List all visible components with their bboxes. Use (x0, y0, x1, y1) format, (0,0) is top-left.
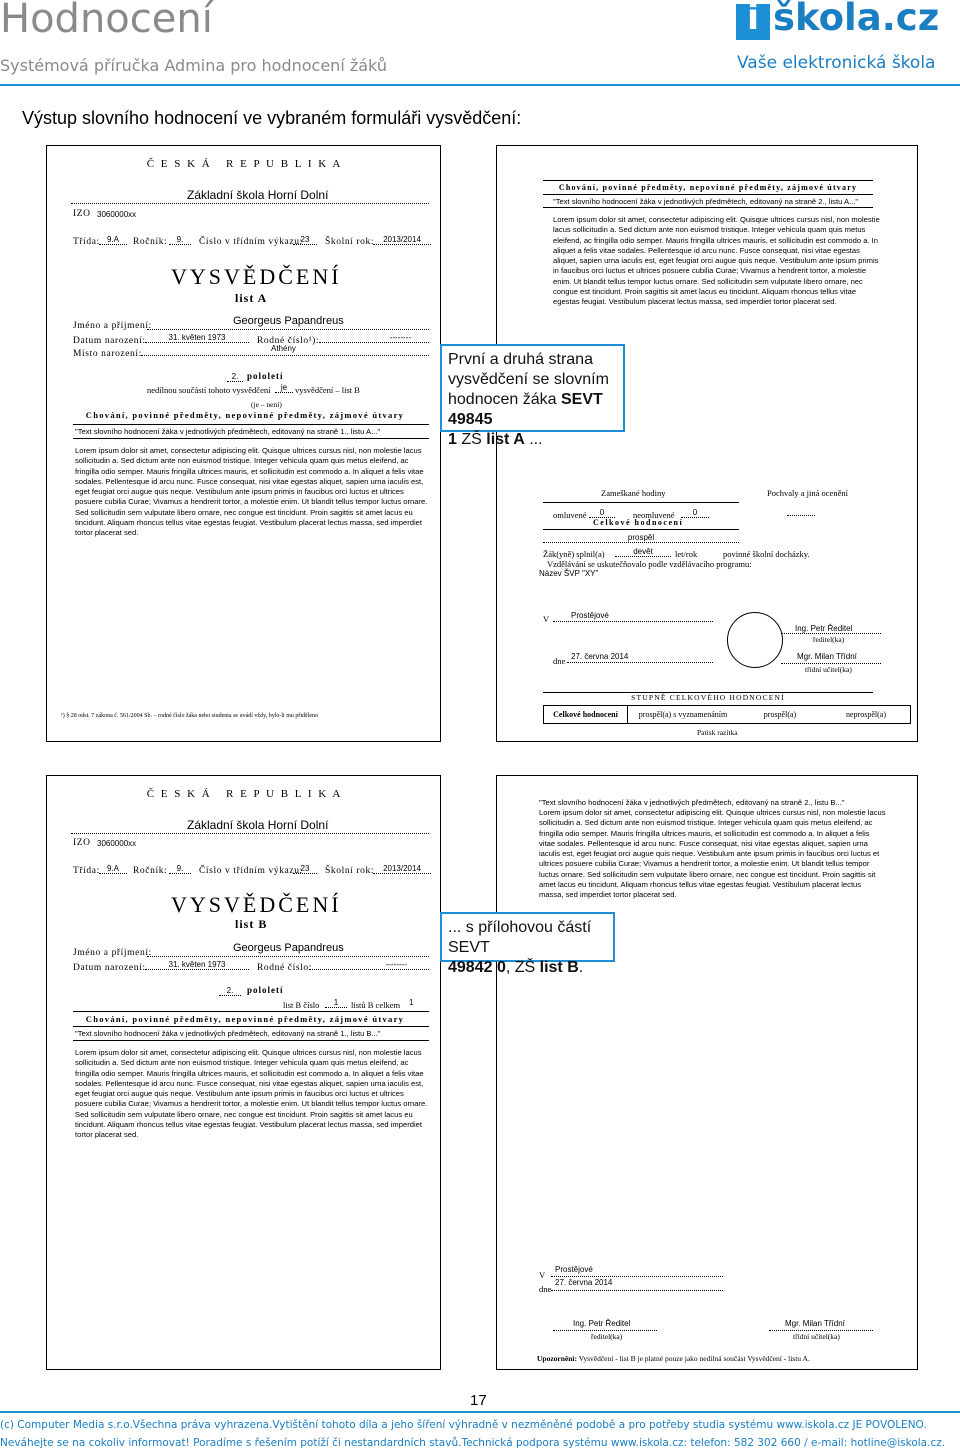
class-value-b: 9.A (99, 864, 127, 874)
name-value-b: Georgeus Papandreus (233, 942, 344, 954)
rc-value-b: -------- (309, 960, 429, 970)
absence-heading: Zameškané hodiny (601, 488, 666, 498)
section-title: Výstup slovního hodnocení ve vybraném formuláři vysvědčení: (22, 108, 522, 128)
school-name: Základní škola Horní Dolní (187, 188, 329, 202)
footer-copyright: (c) Computer Media s.r.o.Všechna práva vyhrazena.Vytištění tohoto díla a jeho šíření výhradně v nezměněné podobě a pro potřeby studia systému www.iskola.cz JE POVOLENO. (0, 1419, 927, 1431)
text-b-page2: "Text slovního hodnocení žáka v jednotlivých předmětech, editovaný na straně 2., listu B..." (539, 798, 845, 807)
logo-text: škola.cz (773, 0, 940, 39)
subjects-mid-rule (543, 194, 873, 195)
fulfilled-value: devět (615, 547, 671, 557)
city-label: V (543, 614, 550, 624)
rc-label-b: Rodné číslo: (257, 963, 312, 973)
excused-label: omluvené (553, 510, 587, 520)
callout-1-line4 (448, 430, 617, 450)
je-neni: (je – není) (251, 400, 282, 409)
teacher-role-b: třídní učitel(ka) (793, 1332, 840, 1341)
date-value-b: 27. června 2014 (555, 1278, 613, 1287)
subjects-heading-b: Chování, povinné předměty, nepovinné předměty, zájmové útvary (558, 183, 858, 192)
grade-label: Ročník: (133, 237, 168, 247)
callout-2-line2 (448, 958, 607, 978)
warning (537, 1354, 810, 1363)
callout-first-second-page (440, 344, 625, 448)
lorem-sheet-a-back: Lorem ipsum dolor sit amet, consectetur adipiscing elit. Quisque ultrices cursus nisl, non molestie lacus sollicitudin a. Sed dictum ante non euismod tristique. Integer vehicula quam quis metus eleifend, ac fringilla odio semper. Mauris fringilla ultrices mauris, et sollicitudin est commodo a. In aliquet a felis vitae sodales. Pellentesque id arcu nunc. Fusce consequat, nisi vitae egestas aliquet, sapien urna iaculis est, eget feugiat orci augue quis neque. Vestibulum ante ipsum primis in faucibus orci luctus et ultrices posuere cubilia Curae; Vivamus a hendrerit tortor, a molestie enim. Ut blandit tellus tempor luctus ornare. Sed sollicitudin sem vulputate libero ornare, nec congue est tincidunt. Proin sagittis sit amet lacus eu tincidunt. Aliquam rhoncus tellus vitae egestas feugiat. Vestibulum placerat lectus massa, sed imperdiet tortor placerat sed. (553, 215, 880, 307)
director-role-b: ředitel(ka) (591, 1332, 623, 1341)
subjects-top-rule (543, 180, 873, 181)
city-value-b: Prostějové (555, 1265, 593, 1274)
number-label-b: Číslo v třídním výkazu: (199, 866, 303, 876)
republic-heading-b: Č E S K Á R E P U B L I K A (146, 788, 343, 800)
praise-field (787, 508, 815, 516)
birth-label-b: Datum narození: (73, 963, 146, 973)
text-rule-b (73, 1040, 429, 1041)
grades-table (543, 705, 911, 724)
class-value: 9.A (99, 235, 127, 245)
grade-value: 9. (169, 235, 191, 245)
integral-value: je (275, 383, 293, 393)
excused-value: 0 (589, 508, 615, 518)
document-title: Hodnocení (0, 0, 213, 42)
grades-cell-label: Celkové hodnocení (544, 706, 628, 723)
logo-tagline: Vaše elektronická škola (737, 53, 936, 73)
subjects-top-rule-b (73, 1011, 429, 1012)
logo-i-letter: i (746, 0, 760, 38)
subjects-heading: Chování, povinné předměty, nepovinné předměty, zájmové útvary (85, 410, 405, 420)
teacher-name: Mgr. Milan Třídní (797, 652, 857, 661)
unexcused-label: neomluvené (633, 510, 675, 520)
rc-label: Rodné číslo¹): (257, 336, 320, 346)
text-b-page1: "Text slovního hodnocení žáka v jednotlivých předmětech, editovaný na straně 1., listu B..." (75, 1029, 381, 1038)
semester-value-b: 2. (219, 986, 241, 996)
warning-label: Upozornění: (537, 1354, 577, 1363)
izo-value-b: 3060000xx (97, 839, 137, 848)
integral-suffix: vysvědčení – list B (295, 385, 360, 395)
header-divider (0, 84, 960, 86)
grade-value-b: 9. (169, 864, 191, 874)
text-rule (73, 438, 429, 439)
director-name: Ing. Petr Ředitel (795, 624, 853, 633)
date-label-b: dne (539, 1284, 552, 1294)
grade-label-b: Ročník: (133, 866, 168, 876)
callout-attachment (440, 912, 615, 976)
fulfilled-suffix: let/rok (675, 549, 698, 559)
class-label: Třída: (73, 237, 100, 247)
director-role: ředitel(ka) (813, 635, 845, 644)
school-name-b: Základní škola Horní Dolní (187, 818, 329, 832)
report-word-b: VYSVĚDČENÍ (171, 892, 342, 917)
overall-value: prospěl (543, 533, 739, 543)
praise-heading: Pochvaly a jiná ocenění (767, 488, 848, 498)
stamp-circle (727, 612, 783, 668)
lorem-sheet-b-back: Lorem ipsum dolor sit amet, consectetur adipiscing elit. Quisque ultrices cursus nisl, non molestie lacus sollicitudin a. Sed dictum ante non euismod tristique. Integer vehicula quam quis metus eleifend, ac fringilla odio semper. Mauris fringilla ultrices mauris, et sollicitudin est commodo a. In aliquet a felis vitae sodales. Pellentesque id arcu nunc. Fusce consequat, nisi vitae egestas aliquet, sapien urna iaculis est, eget feugiat orci augue quis neque. Vestibulum ante ipsum primis in faucibus orci luctus et ultrices posuere cubilia Curae; Vivamus a hendrerit tortor, a molestie enim. Ut blandit tellus tempor luctus ornare. Sed sollicitudin sem vulputate libero ornare, nec congue est tincidunt. Proin sagittis sit amet lacus eu tincidunt. Aliquam rhoncus tellus vitae egestas feugiat. Vestibulum placerat lectus massa, sed imperdiet tortor placerat sed. (539, 808, 886, 900)
text-a-page2: "Text slovního hodnocení žáka v jednotlivých předmětech, editovaný na straně 2., listu A..." (553, 197, 859, 206)
document-subtitle: Systémová příručka Admina pro hodnocení žáků (0, 56, 387, 75)
callout-1-line3a: hodnocen žáka (448, 391, 561, 408)
callout-1-line3 (448, 390, 617, 430)
footer-divider (0, 1411, 960, 1413)
report-word: VYSVĚDČENÍ (171, 264, 342, 289)
director-name-b: Ing. Petr Ředitel (573, 1319, 631, 1328)
footnote: ¹) § 28 odst. 7 zákona č. 561/2004 Sb. – rodné číslo žáka nebo studenta se uvádí vždy, bylo-li mu přiděleno (61, 713, 319, 719)
callout-1-line4d: ... (524, 431, 543, 448)
footer-support: Neváhejte se na cokoliv informovat! Poradíme s řešením potíží či nestandardních stavů.Technická podpora systému www.iskola.cz: telefon: 582 302 660 / e-mail: hotline@iskola.cz. (0, 1437, 946, 1449)
callout-1-line4a: 1 (448, 431, 457, 448)
callout-1-line2: vysvědčení se slovním (448, 371, 609, 388)
semester-value: 2. (227, 372, 243, 382)
lorem-sheet-a: Lorem ipsum dolor sit amet, consectetur adipiscing elit. Quisque ultrices cursus nisl, non molestie lacus sollicitudin a. Sed dictum ante non euismod tristique. Integer vehicula quam quis metus eleifend, ac fringilla odio semper. Mauris fringilla ultrices mauris, et sollicitudin est commodo a. In aliquet a felis vitae sodales. Pellentesque id arcu nunc. Fusce consequat, nisi vitae egestas aliquet, sapien urna iaculis est, eget feugiat orci augue quis neque. Vestibulum ante ipsum primis in faucibus orci luctus et ultrices posuere cubilia Curae; Vivamus a hendrerit tortor, a molestie enim. Ut blandit tellus tempor luctus ornare. Sed sollicitudin sem vulputate libero ornare, nec congue est tincidunt. Proin sagittis sit amet lacus eu tincidunt. Aliquam rhoncus tellus vitae egestas feugiat. Vestibulum placerat lectus massa, sed imperdiet tortor placerat sed. (75, 446, 428, 538)
list-b-number-value: 1 (325, 998, 347, 1008)
absence-rule (543, 502, 739, 503)
city-value: Prostějové (571, 611, 609, 620)
izo-label: IZO (73, 209, 91, 219)
number-value: 23 (293, 235, 317, 245)
integral-prefix: nedílnou součástí tohoto vysvědčení (147, 385, 271, 395)
number-value-b: 23 (293, 864, 317, 874)
callout-1-line4b: ZŠ (456, 431, 487, 448)
birth-label: Datum narození: (73, 336, 146, 346)
teacher-role: třídní učitel(ka) (805, 665, 852, 674)
program-line: Vzdělávání se uskutečňovalo podle vzdělávacího programu: (547, 559, 752, 569)
callout-1-form-code: SEVT 49845 (448, 391, 603, 428)
number-label: Číslo v třídním výkazu: (199, 237, 303, 247)
name-label-b: Jméno a příjmení: (73, 948, 152, 958)
subjects-rule (73, 424, 429, 425)
date-label: dne (553, 656, 566, 666)
semester-label-b: pololetí (247, 985, 284, 995)
year-value-b: 2013/2014 (373, 864, 431, 874)
year-label-b: Školní rok: (325, 866, 375, 876)
izo-value: 3060000xx (97, 210, 137, 219)
rc-value: -------- (319, 333, 429, 343)
fulfilled-prefix: Žák(yně) splnil(a) (543, 549, 605, 559)
callout-1-line1: První a druhá strana (448, 351, 593, 368)
grades-cell-honors: prospěl(a) s vyznamenáním (638, 710, 728, 719)
grades-cell-failed: neprospěl(a) (846, 710, 886, 719)
overall-rule (543, 529, 739, 530)
place-label: Místo narození: (73, 349, 142, 359)
text-a-page1: "Text slovního hodnocení žáka v jednotlivých předmětech, editovaný na straně 1., listu A..." (75, 427, 381, 436)
date-value: 27. června 2014 (571, 652, 629, 661)
stamp-label: Patisk razítka (697, 728, 738, 737)
grades-heading: STUPNĚ CELKOVÉHO HODNOCENÍ (543, 692, 873, 702)
callout-2-line2d: . (578, 959, 584, 976)
republic-heading: Č E S K Á R E P U B L I K A (146, 158, 343, 170)
subjects-rule-b (73, 1026, 429, 1027)
program-value: Název ŠVP "XY" (539, 569, 599, 578)
teacher-name-b: Mgr. Milan Třídní (785, 1319, 845, 1328)
page-number: 17 (470, 1392, 487, 1409)
callout-2-list-b: list B (539, 959, 579, 976)
sheet-a-front (46, 145, 441, 742)
izo-label-b: IZO (73, 838, 91, 848)
list-b-number-label: list B číslo (283, 1000, 320, 1010)
callout-2-line1: ... s přílohovou částí SEVT (448, 919, 592, 956)
callout-2-line2b: , ZŠ (505, 959, 540, 976)
subjects-heading-b-front: Chování, povinné předměty, nepovinné předměty, zájmové útvary (85, 1014, 405, 1024)
grades-cell-passed: prospěl(a) (763, 710, 797, 719)
sheet-b-front (46, 775, 441, 1370)
list-b-total-value: 1 (409, 998, 414, 1007)
birth-value-b: 31. květen 1973 (145, 960, 249, 970)
semester-label: pololetí (247, 371, 284, 381)
subjects-rule-2 (543, 207, 873, 208)
birth-value: 31. květen 1973 (145, 333, 249, 343)
name-label: Jméno a příjmení: (73, 321, 152, 331)
city-label-b: V (539, 1270, 546, 1280)
year-label: Školní rok: (325, 237, 375, 247)
callout-2-form-code: 49842 0 (448, 959, 506, 976)
year-value: 2013/2014 (373, 235, 431, 245)
callout-1-list-a: list A (486, 431, 525, 448)
list-b-label: list B (235, 917, 268, 931)
place-value: Athény (271, 344, 296, 353)
warning-text: Vysvědčení - list B je platné pouze jako nedílná součást Vysvědčení - listu A. (578, 1354, 810, 1363)
lorem-sheet-b: Lorem ipsum dolor sit amet, consectetur adipiscing elit. Quisque ultrices cursus nisl, non molestie lacus sollicitudin a. Sed dictum ante non euismod tristique. Integer vehicula quam quis metus eleifend, ac fringilla odio semper. Mauris fringilla ultrices mauris, et sollicitudin est commodo a. In aliquet a felis vitae sodales. Pellentesque id arcu nunc. Fusce consequat, nisi vitae egestas aliquet, sapien urna iaculis est, eget feugiat orci augue quis neque. Vestibulum ante ipsum primis in faucibus orci luctus et ultrices posuere cubilia Curae; Vivamus a hendrerit tortor, a molestie enim. Ut blandit tellus tempor luctus ornare. Sed sollicitudin sem vulputate libero ornare, nec congue est tincidunt. Proin sagittis sit amet lacus eu tincidunt. Aliquam rhoncus tellus vitae egestas feugiat. Vestibulum placerat lectus massa, sed imperdiet tortor placerat sed. (75, 1048, 428, 1140)
fulfilled-end: povinné školní docházky. (723, 549, 810, 559)
unexcused-value: 0 (681, 508, 709, 518)
sheet-b-back (496, 775, 918, 1370)
list-b-total-label: listů B celkem (351, 1000, 401, 1010)
list-a-label: list A (235, 291, 268, 305)
class-label-b: Třída: (73, 866, 100, 876)
overall-heading: Celkové hodnocení (593, 518, 684, 527)
name-value: Georgeus Papandreus (233, 315, 344, 327)
